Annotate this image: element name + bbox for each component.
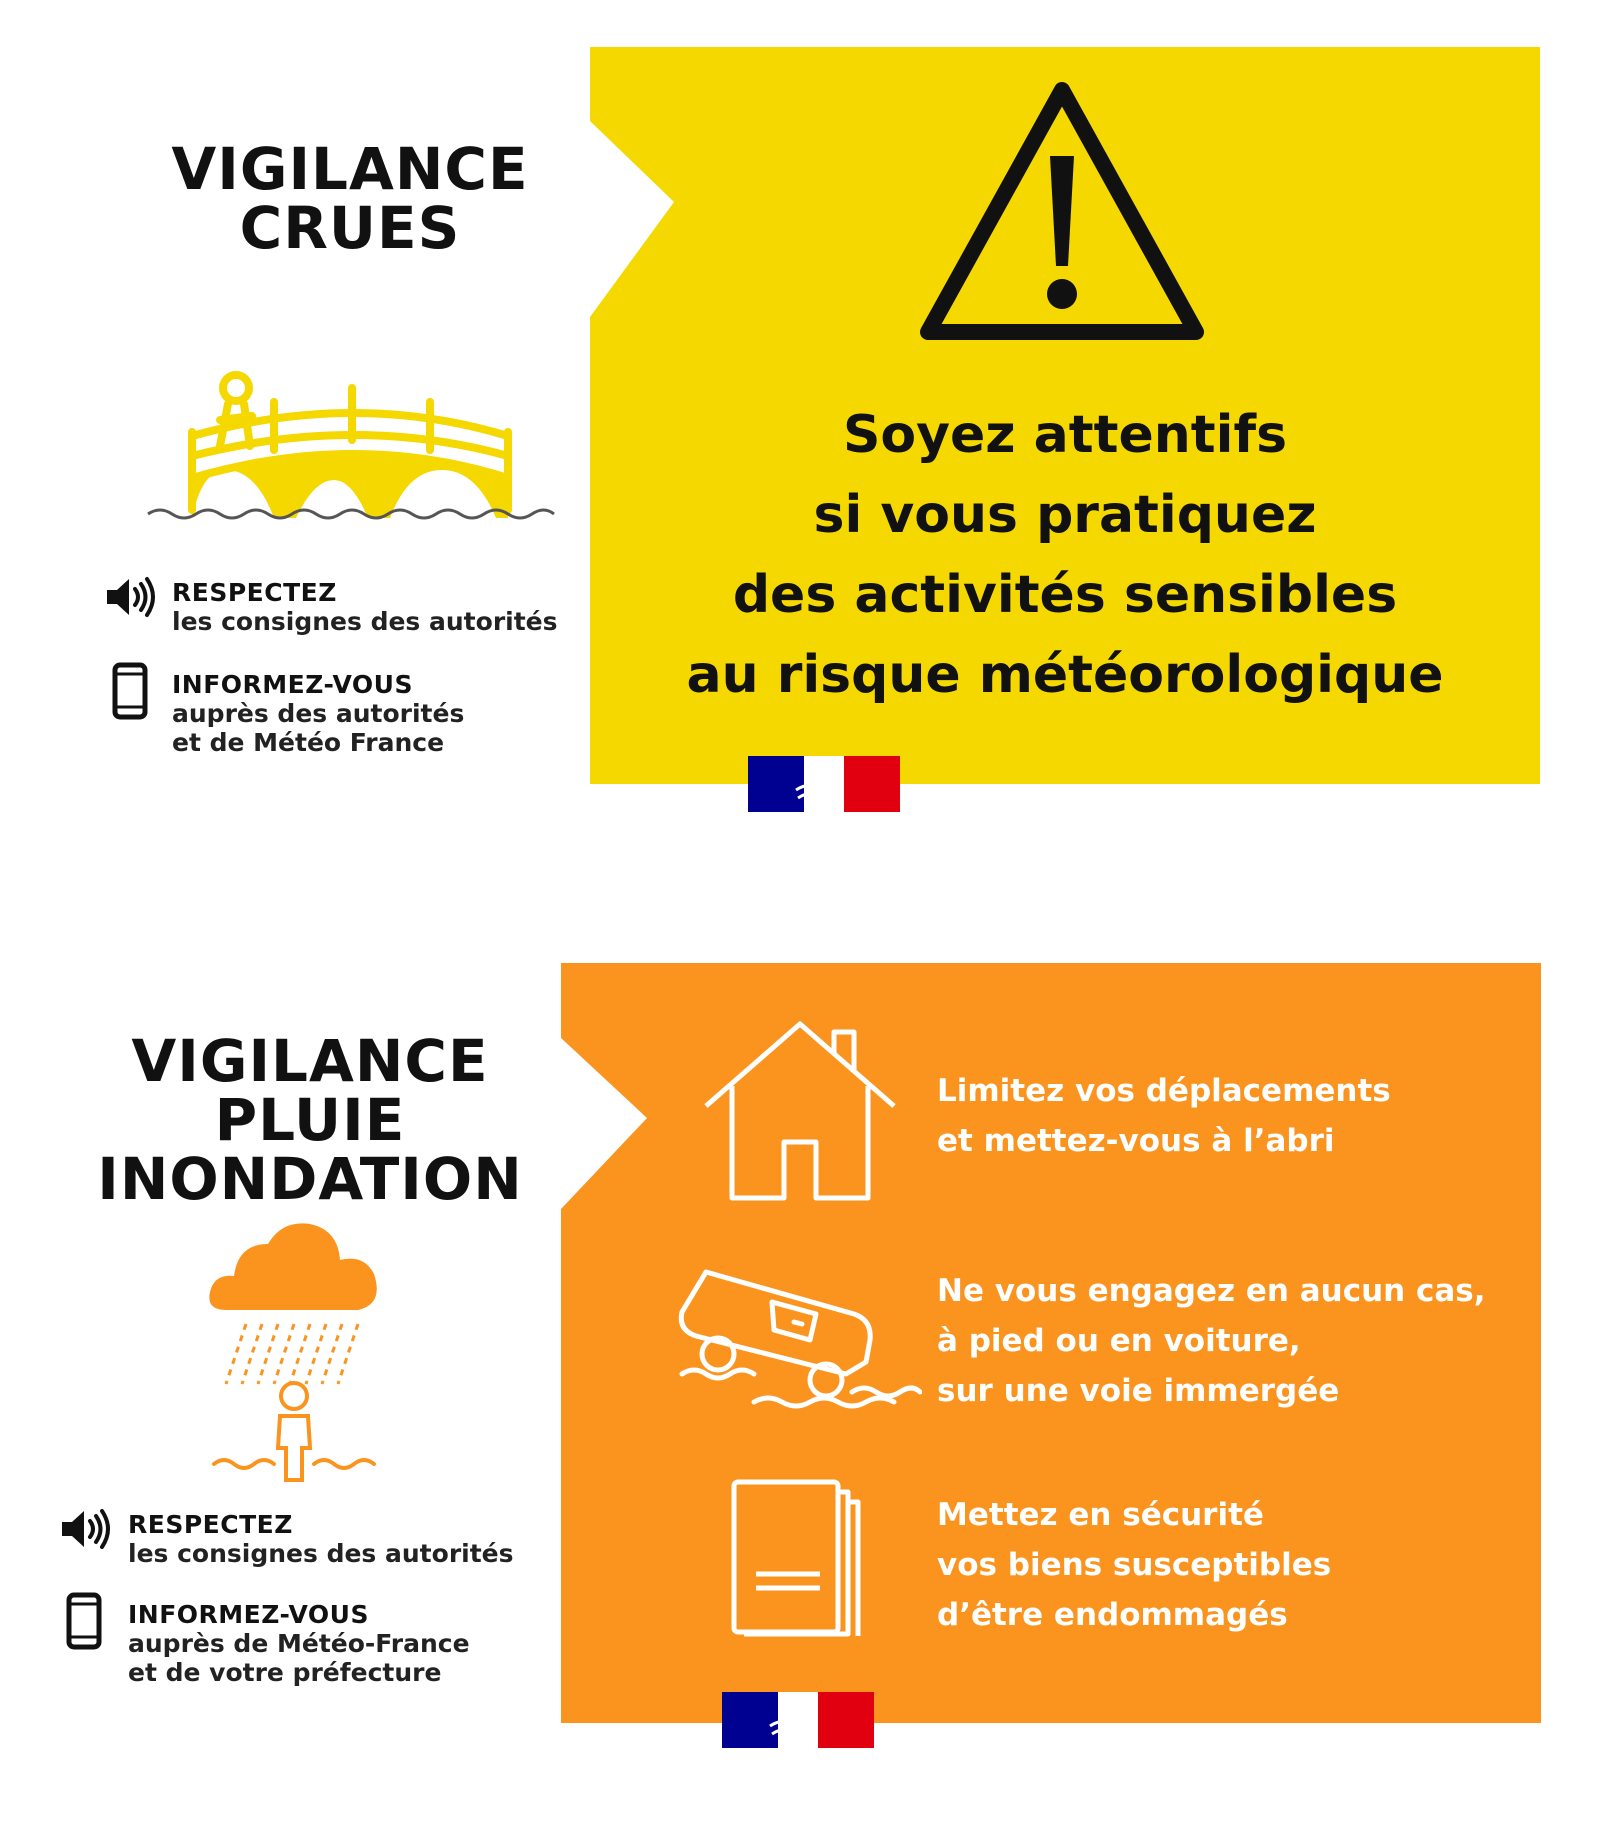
item-line: Limitez vos déplacements — [937, 1073, 1391, 1109]
respectez-text: les consignes des autorités — [128, 1539, 514, 1568]
informez-label: INFORMEZ-VOUS — [128, 1600, 369, 1629]
item-line: sur une voie immergée — [937, 1373, 1340, 1409]
smartphone-icon — [66, 1592, 102, 1650]
item-line: d’être endommagés — [937, 1597, 1288, 1633]
informez-text: auprès des autorités — [172, 699, 465, 728]
pluie-title-line3: INONDATION — [97, 1145, 523, 1214]
pluie-item-shelter — [937, 1066, 1517, 1166]
flooded-car-icon — [676, 1262, 922, 1422]
house-icon — [700, 1018, 900, 1204]
pluie-informez — [128, 1600, 548, 1687]
pluie-item-property — [937, 1490, 1517, 1640]
item-line: vos biens susceptibles — [937, 1547, 1332, 1583]
speaker-icon — [105, 576, 157, 618]
pluie-title-line1: VIGILANCE — [131, 1027, 489, 1095]
respectez-text: les consignes des autorités — [172, 607, 558, 636]
warning-triangle-icon — [912, 76, 1212, 348]
crues-informez — [172, 670, 572, 757]
respectez-label: RESPECTEZ — [172, 578, 337, 607]
item-line: et mettez-vous à l’abri — [937, 1123, 1335, 1159]
pluie-title — [80, 1027, 540, 1214]
item-line: à pied ou en voiture, — [937, 1323, 1301, 1359]
informez-label: INFORMEZ-VOUS — [172, 670, 413, 699]
informez-text: et de votre préfecture — [128, 1658, 442, 1687]
republique-francaise-logo — [722, 1692, 874, 1748]
crues-message-line: si vous pratiquez — [813, 485, 1317, 545]
smartphone-icon — [112, 662, 148, 720]
document-stack-icon — [728, 1478, 868, 1638]
item-line: Ne vous engagez en aucun cas, — [937, 1273, 1486, 1309]
person-in-water-icon — [210, 1380, 380, 1490]
crues-title — [140, 135, 560, 263]
crues-message-line: Soyez attentifs — [842, 405, 1288, 465]
republique-francaise-logo — [748, 756, 900, 812]
crues-message-line: des activités sensibles — [732, 565, 1398, 625]
crues-main-message — [600, 395, 1530, 715]
informez-text: et de Météo France — [172, 728, 445, 757]
respectez-label: RESPECTEZ — [128, 1510, 293, 1539]
item-line: Mettez en sécurité — [937, 1497, 1264, 1533]
crues-title-line2: CRUES — [239, 194, 461, 263]
crues-title-line1: VIGILANCE — [171, 135, 529, 203]
pluie-item-road — [937, 1266, 1537, 1416]
crues-message-line: au risque météorologique — [686, 645, 1444, 705]
speaker-icon — [60, 1508, 112, 1550]
crues-respectez — [172, 578, 572, 636]
bridge-icon — [146, 370, 556, 530]
pluie-title-line2: PLUIE — [214, 1086, 406, 1155]
pluie-respectez — [128, 1510, 548, 1568]
informez-text: auprès de Météo-France — [128, 1629, 470, 1658]
